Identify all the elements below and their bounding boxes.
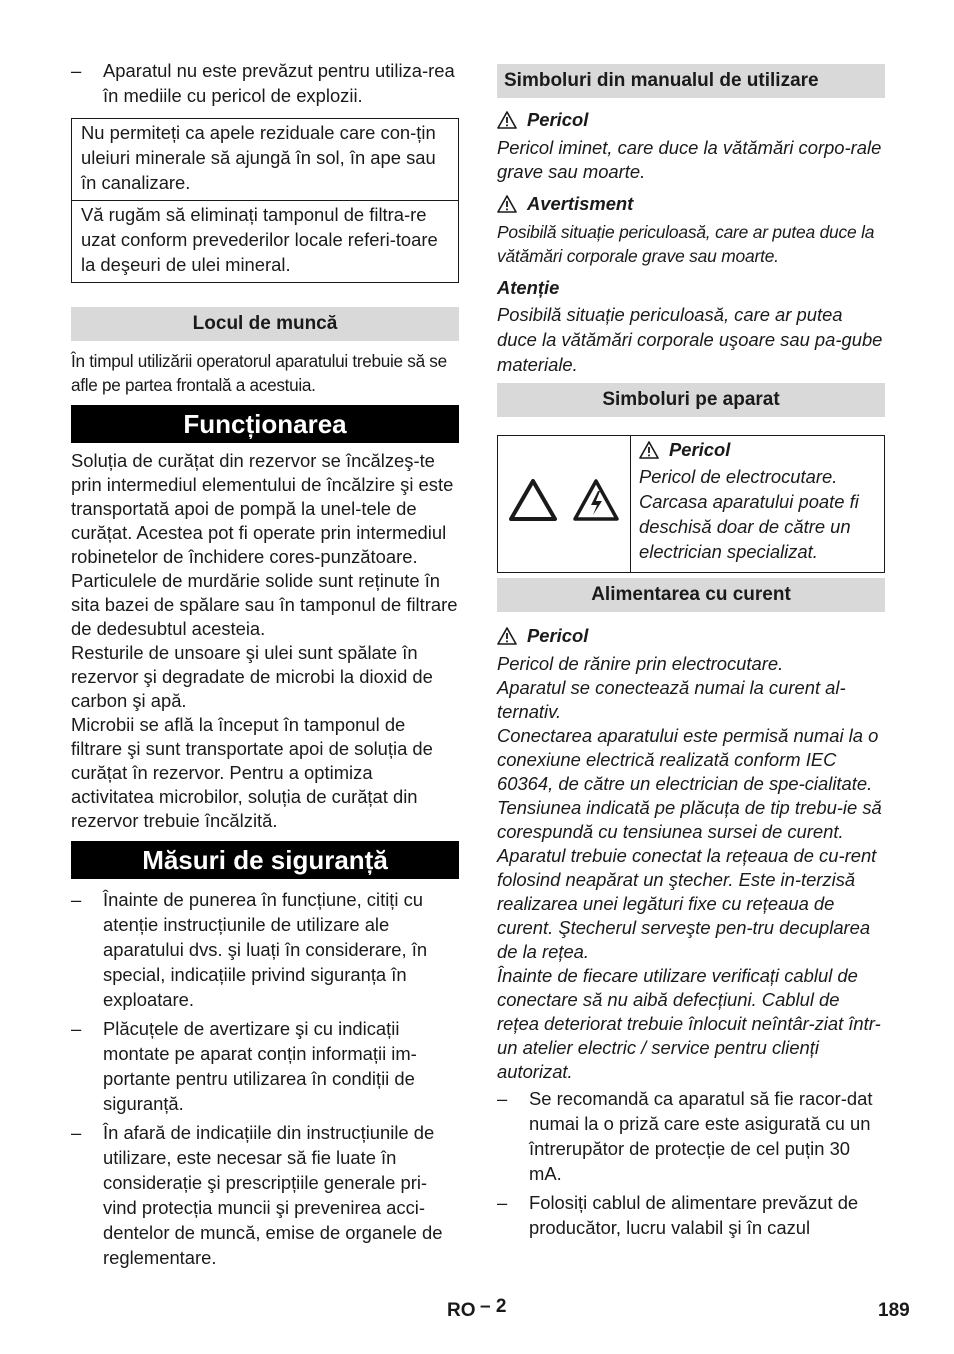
box-cell-oil-water: Nu permiteți ca apele reziduale care con-țin uleiuri minerale să ajungă în sol, în ape sau în canalizare. (81, 122, 436, 193)
warning-text: Posibilă situație periculoasă, care ar putea duce la vătămări corporale grave sau moarte. (497, 222, 875, 266)
workplace-heading: Locul de muncă (71, 307, 459, 341)
safety-heading: Măsuri de siguranță (71, 841, 459, 879)
box-cell-filter-disposal: Vă rugăm să eliminați tamponul de filtra-re uzat conform prevederilor locale referi-toare la deşeuri de ulei mineral. (72, 200, 458, 282)
power-danger-label: Pericol (527, 625, 589, 646)
list-item: – Se recomandă ca aparatul să fie racor-dat numai la o priză care este asigurată cu un întrerupător de protecție de cel puțin 30 mA. (497, 1086, 885, 1186)
power-danger-signal (497, 624, 885, 648)
power-paragraph: Aparatul trebuie conectat la rețeaua de cu-rent folosind neapărat un ştecher. Este in-terzisă realizarea unei legături fixe cu rețeaua de curent. Ştecherul serveşte pen-tru decuplarea de la rețea. (497, 845, 877, 962)
danger-signal (497, 108, 885, 132)
warning-triangle-icon (508, 478, 558, 522)
function-paragraph: Soluția de curățat din rezervor se încălzeş-te prin intermediul elementului de încălzire şi este transportată apoi de pompă la unel-tele de curățat. Acestea pot fi operate prin intermediul robinetelor de închidere cores-punzătoare. (71, 450, 454, 567)
intro-bullet: – Aparatul nu este prevăzut pentru utiliza-rea în mediile cu pericol de explozii. (71, 58, 459, 108)
list-item: – Plăcuțele de avertizare şi cu indicații montate pe aparat conțin informații im-portante pentru utilizarea în condiții de siguranță. (71, 1016, 459, 1116)
device-danger-text: Pericol de electrocutare. Carcasa aparatului poate fi deschisă doar de către un electrician specializat. (639, 466, 859, 562)
caution-text: Posibilă situație periculoasă, care ar putea duce la vătămări corporale uşoare sau pa-gube materiale. (497, 304, 883, 375)
workplace-text: În timpul utilizării operatorul aparatului trebuie să se afle pe partea frontală a acestuia. (71, 351, 447, 395)
left-column (71, 58, 459, 1270)
danger-text: Pericol iminet, care duce la vătămări corpo-rale grave sau moarte. (497, 137, 882, 182)
manual-symbols-heading: Simboluri din manualul de utilizare (497, 64, 885, 98)
function-paragraph: Microbii se află la început în tamponul de filtrare şi sunt transportate apoi de soluția de curățat în rezervor. Pentru a optimiza activitatea microbilor, soluția de curățat din rezervor trebuie încălzită. (71, 714, 433, 831)
warning-triangle-icon (497, 627, 517, 645)
warning-label: Avertisment (527, 193, 634, 214)
footer-lang: RO (447, 1300, 476, 1321)
environment-notice-box (71, 118, 459, 283)
warning-signal (497, 192, 885, 216)
function-paragraph: Resturile de unsoare şi ulei sunt spălate în rezervor şi degradate de microbi la dioxid de carbon şi apă. (71, 642, 433, 711)
safety-list (71, 887, 459, 1270)
caution-signal (497, 276, 885, 300)
power-paragraph: Pericol de rănire prin electrocutare. (497, 653, 784, 674)
power-paragraph: Conectarea aparatului este permisă numai la o conexiune electrică realizată conform IEC 60364, de către un electrician de spe-cialitate. (497, 725, 879, 794)
device-symbol-icons (498, 436, 631, 572)
danger-label: Pericol (527, 109, 589, 130)
power-paragraph: Tensiunea indicată pe plăcuța de tip trebu-ie să corespundă cu tensiunea sursei de curent. (497, 797, 882, 842)
warning-triangle-icon (497, 195, 517, 213)
caution-label: Atenție (497, 277, 560, 298)
device-symbol-table (497, 435, 885, 573)
list-item: – Folosiți cablul de alimentare prevăzut de producător, lucru valabil şi în cazul (497, 1190, 885, 1240)
function-heading: Funcționarea (71, 405, 459, 443)
warning-triangle-icon (497, 111, 517, 129)
electric-hazard-icon (572, 478, 620, 522)
power-paragraph: Înainte de fiecare utilizare verificați cablul de conectare să nu aibă defecțiuni. Cablul de rețea deteriorat trebuie înlocuit neîntâr-ziat într-un atelier electric / service pentru clienți autorizat. (497, 965, 881, 1082)
function-body (71, 449, 459, 833)
warning-triangle-icon (639, 441, 659, 459)
page-number: 189 (878, 1300, 910, 1321)
device-danger-label: Pericol (669, 439, 731, 460)
device-symbol-text (631, 436, 884, 572)
device-danger-signal (639, 438, 876, 462)
list-item: – Înainte de punerea în funcțiune, citiți cu atenție instrucțiunile de utilizare ale aparatului dvs. şi luați în considerare, în special, indicațiile privind siguranța în exploatare. (71, 887, 459, 1012)
list-item: – În afară de indicațiile din instrucțiunile de utilizare, este necesar să fie luate în considerație şi prescripțiile generale pri-vind protecția muncii şi prevenirea acci-dentelor de muncă, emise de organele de reglementare. (71, 1120, 459, 1270)
power-heading: Alimentarea cu curent (497, 578, 885, 612)
power-body (497, 652, 885, 1084)
function-paragraph: Particulele de murdărie solide sunt reținute în sita bazei de spălare sau în tamponul de filtrare de dedesubtul acesteia. (71, 570, 458, 639)
device-symbols-heading: Simboluri pe aparat (497, 383, 885, 417)
right-column (497, 64, 885, 1240)
power-paragraph: Aparatul se conectează numai la curent al-ternativ. (497, 677, 846, 722)
power-list (497, 1086, 885, 1240)
footer-section: – 2 (480, 1296, 507, 1317)
